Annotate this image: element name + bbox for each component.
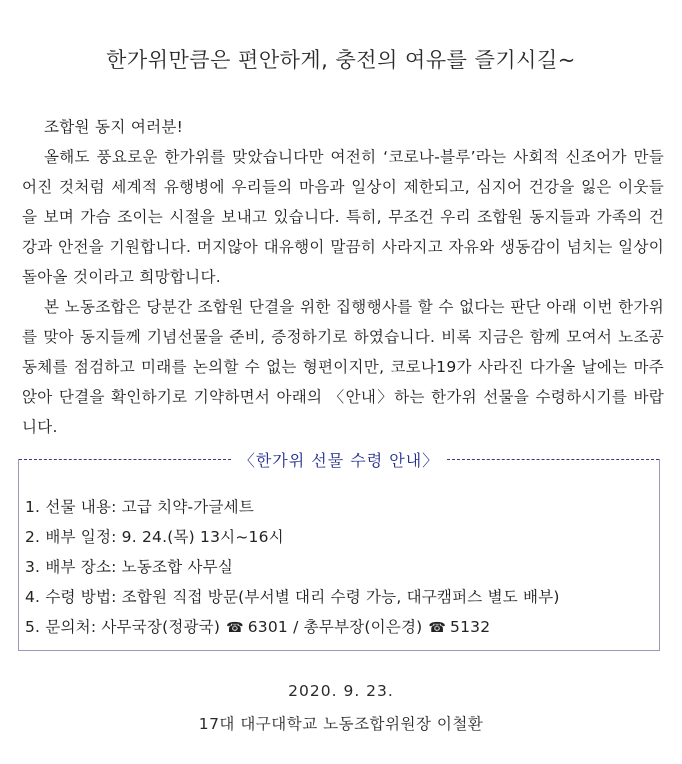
- notice-item-schedule: 2. 배부 일정: 9. 24.(목) 13시~16시: [25, 528, 284, 546]
- footer-signer: 17대 대구대학교 노동조합위원장 이철환: [198, 715, 484, 733]
- contact-prefix: 5. 문의처: 사무국장(정광국): [25, 618, 221, 636]
- notice-item-contact: [25, 612, 560, 643]
- letter-body: [22, 112, 664, 442]
- contact-phone-2: 5132: [450, 618, 491, 636]
- paragraph-2: 본 노동조합은 당분간 조합원 단결을 위한 집행행사를 할 수 없다는 판단 아래 이번 한가위를 맞아 동지들께 기념선물을 준비, 증정하기로 하였습니다. 비록 지금은 함께 모여서 노조공동체를 점검하고 미래를 논의할 수 없는 형편이지만, 코로나19가 사라진 다가올 날에는 마주 앉아 단결을 확인하기로 기약하면서 아래의 〈안내〉하는 한가위 선물을 수령하시기를 바랍니다.: [22, 298, 664, 436]
- divider: [19, 459, 231, 460]
- phone-icon: ☎: [428, 620, 447, 636]
- divider: [447, 459, 659, 460]
- phone-icon: ☎: [226, 620, 244, 636]
- notice-item-method: 4. 수령 방법: 조합원 직접 방문(부서별 대리 수령 가능, 대구캠퍼스 별도 배부): [25, 588, 560, 606]
- contact-separator: / 총무부장(이은경): [287, 618, 423, 636]
- document-title: 한가위만큼은 편안하게, 충전의 여유를 즐기시길~: [106, 48, 576, 72]
- notice-box: [18, 450, 660, 651]
- notice-item-location: 3. 배부 장소: 노동조합 사무실: [25, 558, 234, 576]
- footer-date: 2020. 9. 23.: [288, 682, 394, 700]
- greeting: 조합원 동지 여러분!: [44, 118, 184, 136]
- notice-title: 〈한가위 선물 수령 안내〉: [238, 450, 440, 470]
- contact-phone-1: 6301: [247, 618, 288, 636]
- paragraph-1: 올해도 풍요로운 한가위를 맞았습니다만 여전히 ‘코로나-블루’라는 사회적 신조어가 만들어진 것처럼 세계적 유행병에 우리들의 마음과 일상이 제한되고, 심지어 건강을 잃은 이웃들을 보며 가슴 조이는 시절을 보내고 있습니다. 특히, 무조건 우리 조합원 동지들과 가족의 건강과 안전을 기원합니다. 머지않아 대유행이 말끔히 사라지고 자유와 생동감이 넘치는 일상이 돌아올 것이라고 희망합니다.: [22, 148, 664, 286]
- notice-list: [25, 492, 560, 643]
- notice-item-gift: 1. 선물 내용: 고급 치약-가글세트: [25, 498, 254, 516]
- notice-header: [19, 449, 659, 469]
